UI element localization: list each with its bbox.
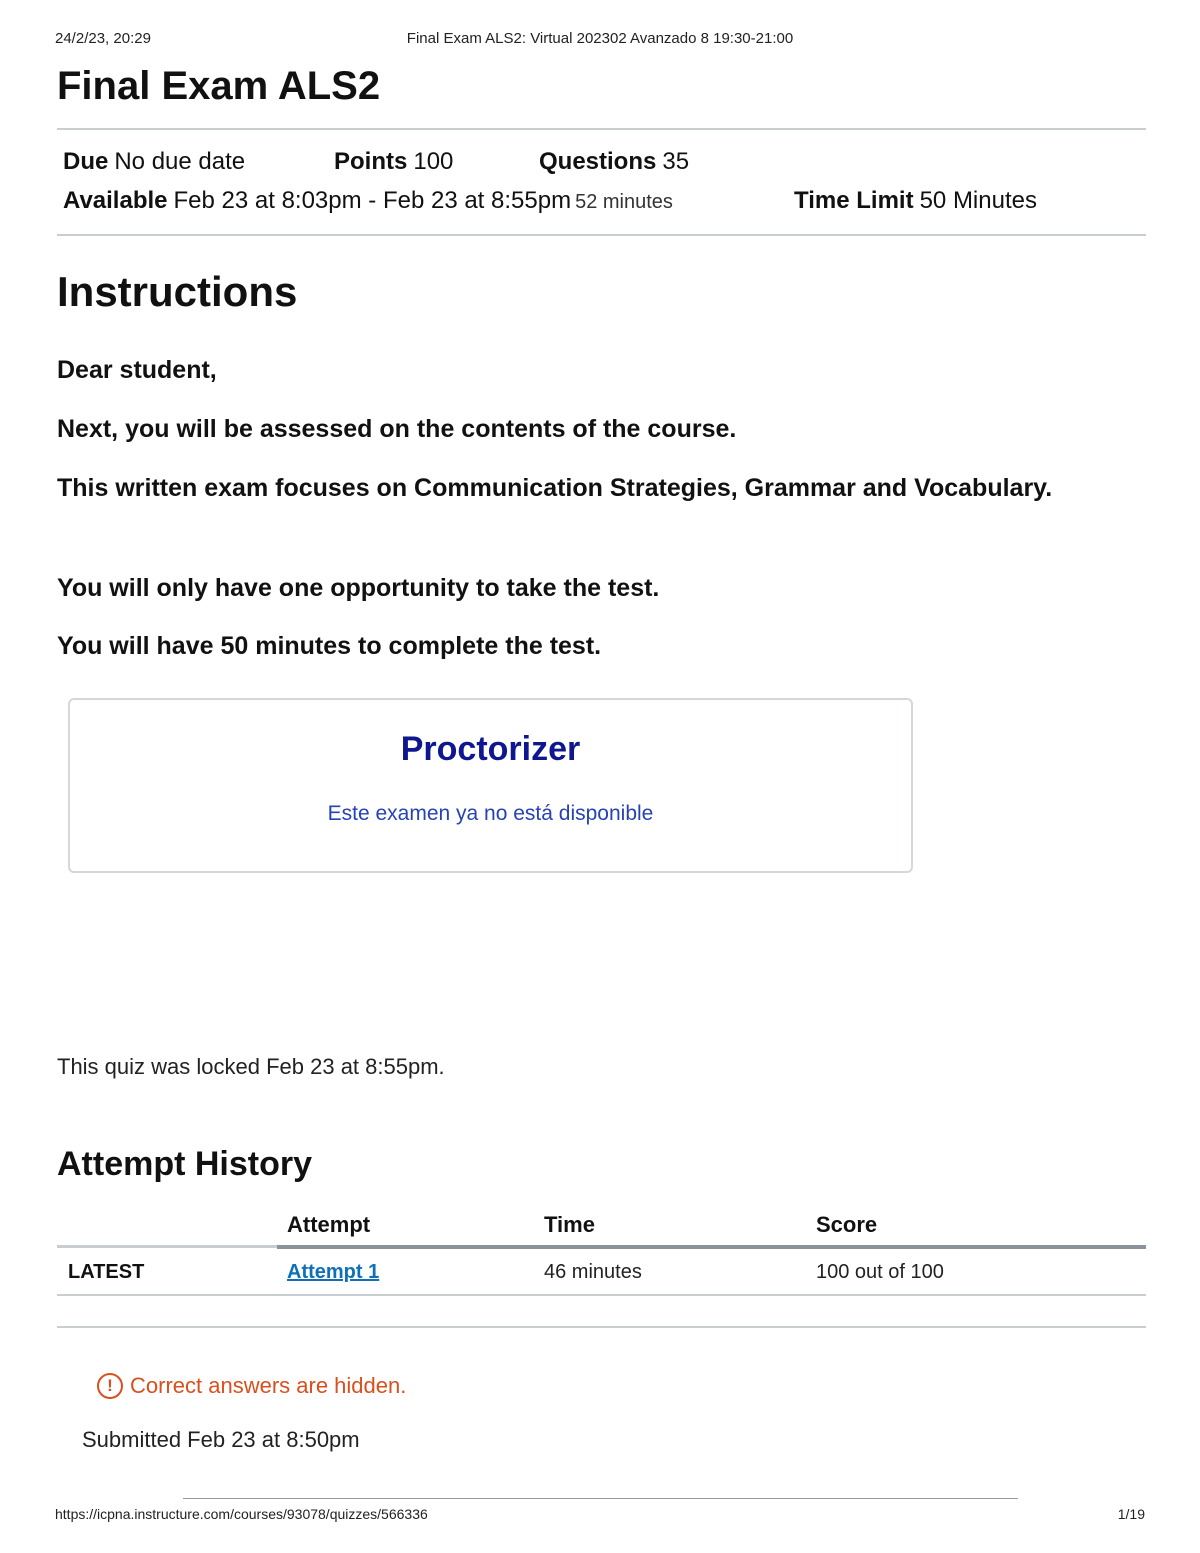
proctorizer-message: Este examen ya no está disponible bbox=[327, 802, 654, 825]
print-footer bbox=[55, 1506, 1145, 1526]
questions-value: 35 bbox=[662, 148, 690, 175]
instruction-paragraph: Next, you will be assessed on the contents of the course. bbox=[57, 415, 737, 443]
attempt-table-header bbox=[57, 1210, 1146, 1248]
available-label: Available bbox=[63, 187, 168, 214]
print-date: 24/2/23, 20:29 bbox=[55, 30, 151, 47]
column-header-score: Score bbox=[816, 1212, 878, 1237]
footer-divider bbox=[183, 1498, 1018, 1499]
divider bbox=[57, 1326, 1146, 1328]
table-row bbox=[57, 1250, 1146, 1296]
latest-label: LATEST bbox=[68, 1261, 145, 1283]
proctorizer-title: Proctorizer bbox=[400, 730, 581, 768]
column-header-time: Time bbox=[544, 1212, 595, 1237]
available-duration: 52 minutes bbox=[575, 191, 673, 213]
due-label: Due bbox=[63, 148, 109, 175]
table-header-rule bbox=[277, 1245, 1146, 1249]
instruction-paragraph: You will have 50 minutes to complete the test. bbox=[57, 632, 602, 660]
exclamation-circle-icon: ! bbox=[97, 1373, 123, 1399]
instructions-title: Instructions bbox=[57, 268, 298, 315]
points-label: Points bbox=[334, 148, 408, 175]
instruction-paragraph: This written exam focuses on Communication Strategies, Grammar and Vocabulary. bbox=[57, 474, 1053, 502]
locked-notice: This quiz was locked Feb 23 at 8:55pm. bbox=[57, 1054, 445, 1079]
time-limit-info bbox=[794, 187, 1037, 215]
page-title: Final Exam ALS2 bbox=[57, 64, 381, 108]
available-info bbox=[63, 187, 673, 215]
instruction-paragraph: Dear student, bbox=[57, 356, 217, 384]
time-limit-label: Time Limit bbox=[794, 187, 914, 214]
page-number: 1/19 bbox=[1117, 1506, 1145, 1522]
divider bbox=[57, 128, 1146, 130]
divider bbox=[57, 234, 1146, 236]
instruction-paragraph: You will only have one opportunity to take the test. bbox=[57, 574, 660, 602]
questions-label: Questions bbox=[539, 148, 657, 175]
time-limit-value: 50 Minutes bbox=[919, 187, 1037, 214]
due-info bbox=[63, 148, 245, 176]
attempt-score: 100 out of 100 bbox=[816, 1261, 944, 1283]
hidden-answers-warning bbox=[97, 1373, 406, 1399]
print-url: https://icpna.instructure.com/courses/93078/quizzes/566336 bbox=[55, 1506, 428, 1522]
points-value: 100 bbox=[413, 148, 454, 175]
print-doc-title: Final Exam ALS2: Virtual 202302 Avanzado 8 19:30-21:00 bbox=[406, 30, 794, 47]
column-header-attempt: Attempt bbox=[287, 1212, 371, 1237]
attempt-history-title: Attempt History bbox=[57, 1145, 313, 1183]
due-value: No due date bbox=[114, 148, 246, 175]
warning-text: Correct answers are hidden. bbox=[130, 1373, 407, 1398]
submitted-time: Submitted Feb 23 at 8:50pm bbox=[82, 1427, 360, 1452]
questions-info bbox=[539, 148, 689, 176]
attempt-time: 46 minutes bbox=[544, 1261, 642, 1283]
attempt-link[interactable]: Attempt 1 bbox=[287, 1261, 380, 1283]
available-value: Feb 23 at 8:03pm - Feb 23 at 8:55pm bbox=[173, 187, 572, 214]
points-info bbox=[334, 148, 453, 176]
proctorizer-panel bbox=[68, 698, 913, 873]
table-header-rule bbox=[57, 1245, 277, 1248]
print-header bbox=[55, 30, 1145, 50]
